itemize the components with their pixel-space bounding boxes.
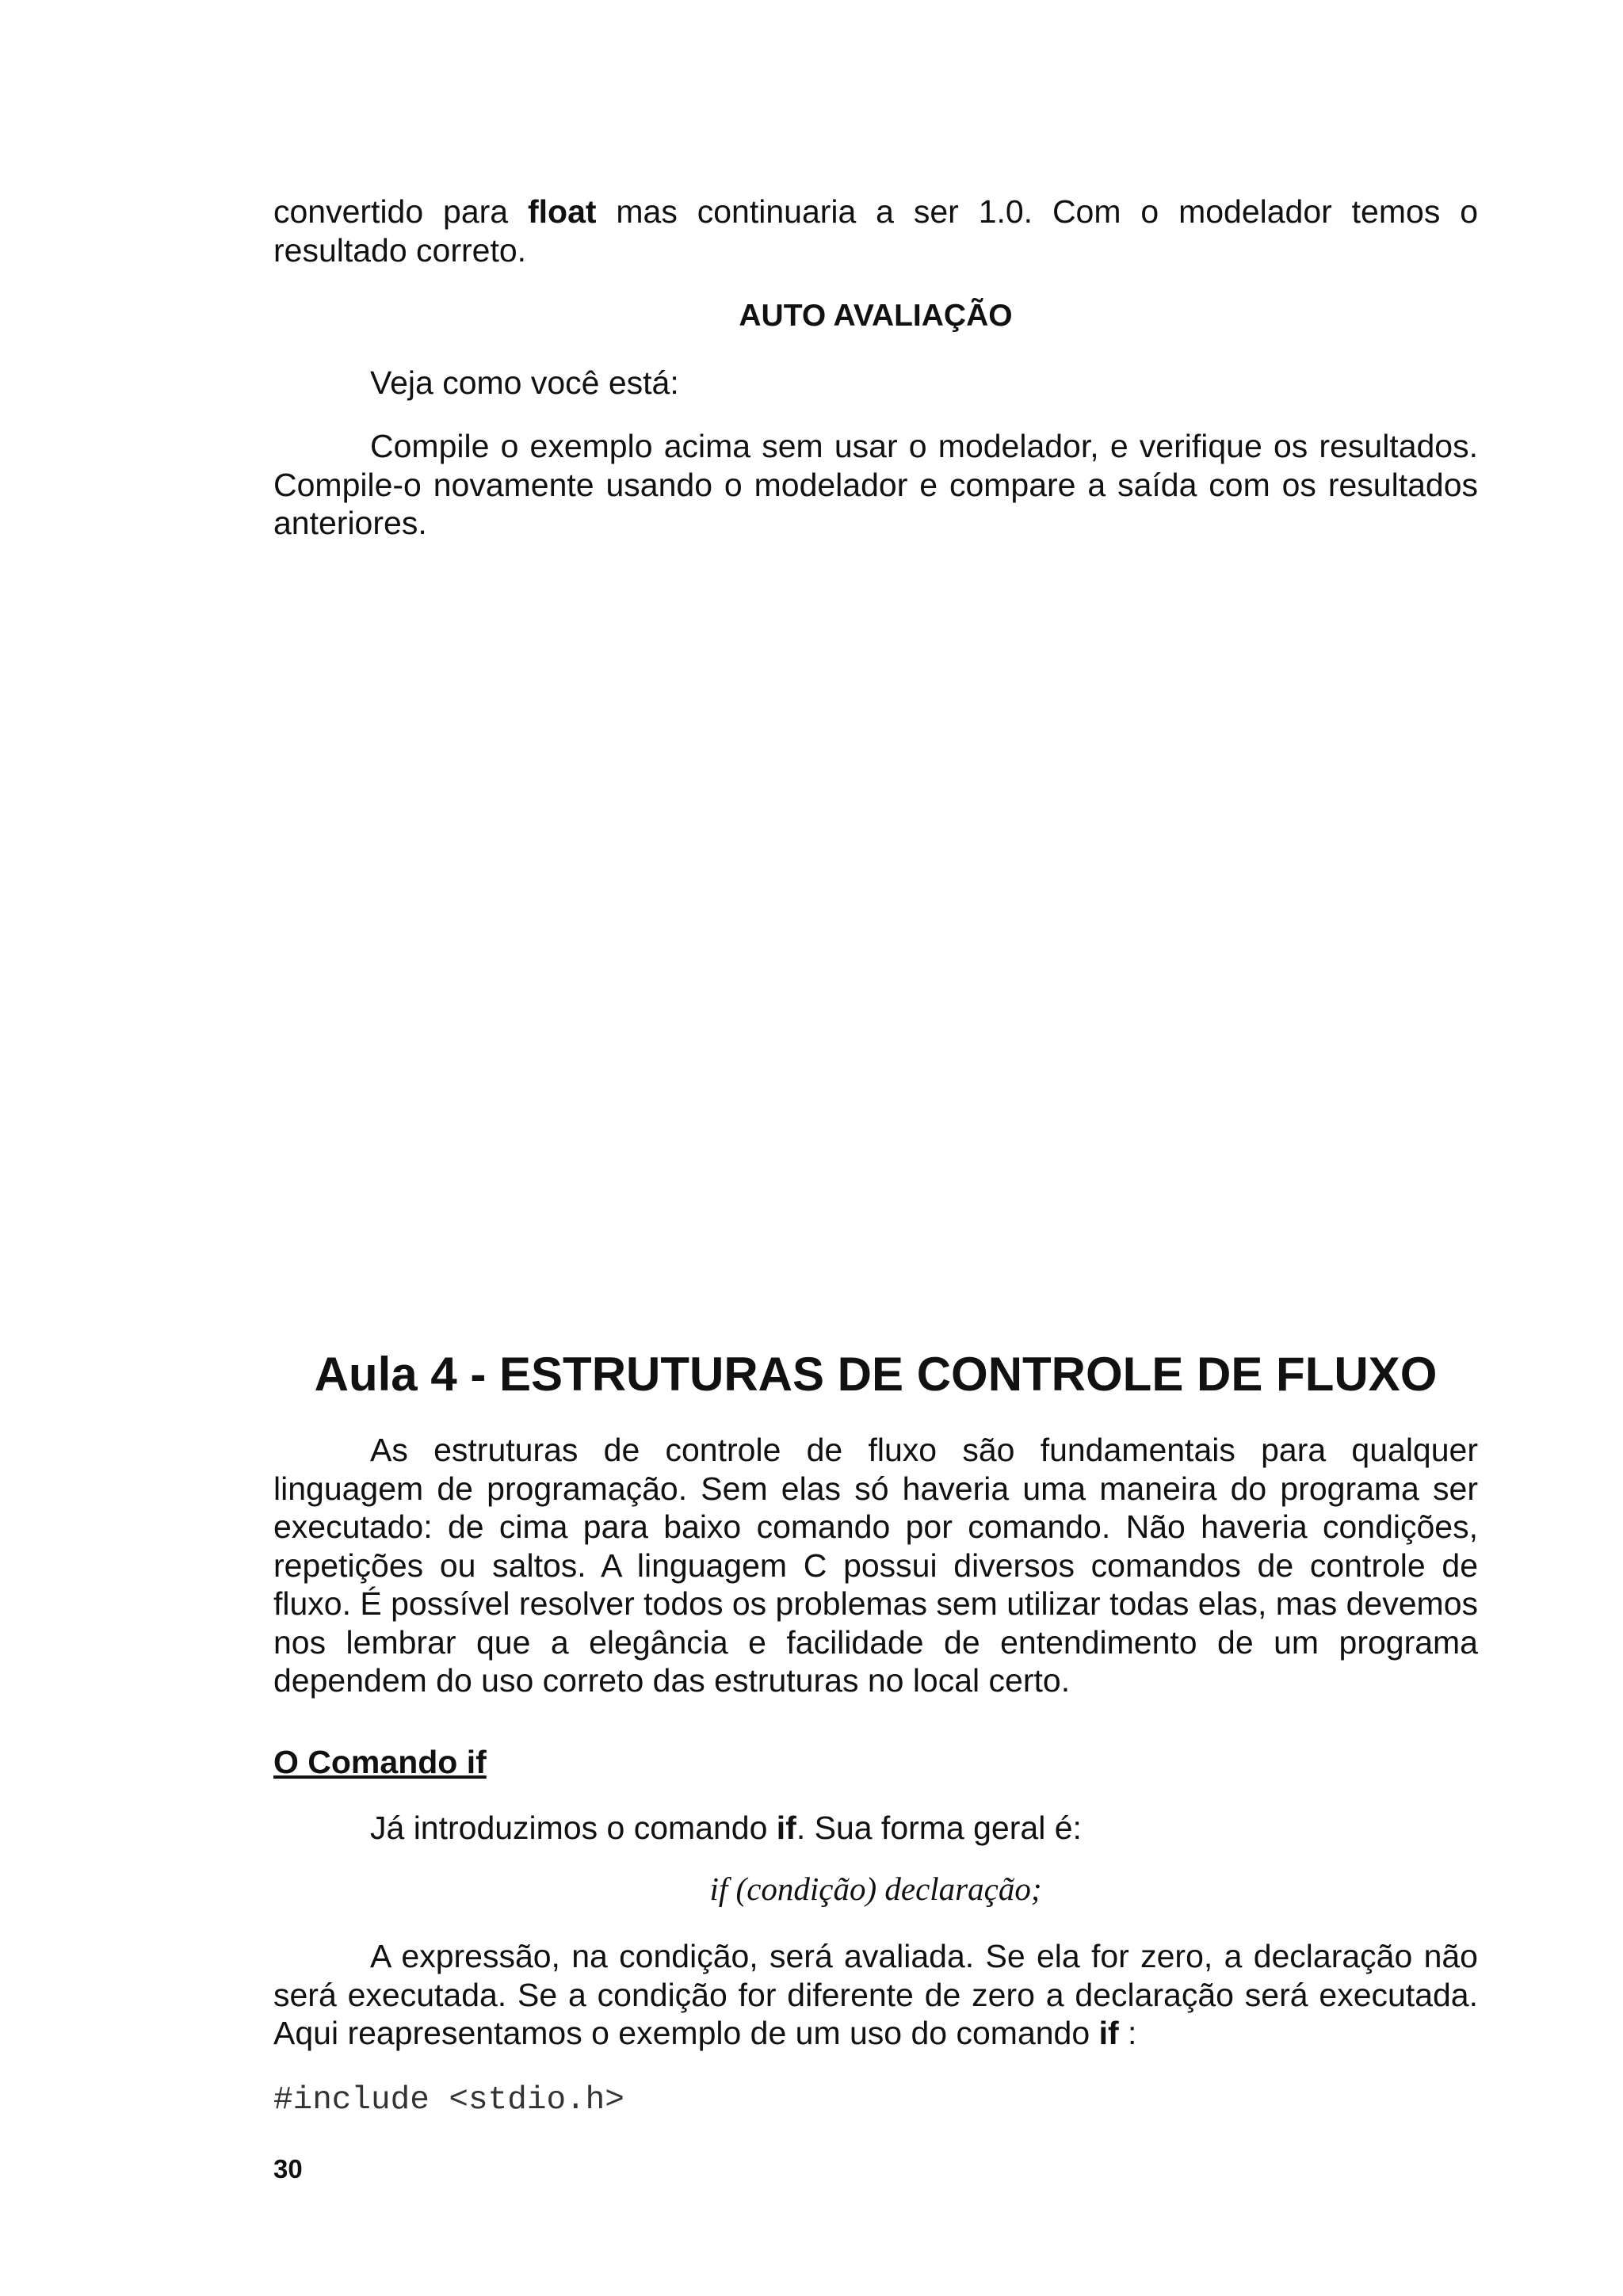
chapter-title: Aula 4 - ESTRUTURAS DE CONTROLE DE FLUXO — [314, 1348, 1438, 1401]
chapter-intro-paragraph: As estruturas de controle de fluxo são fundamentais para qualquer linguagem de programação. Sem elas só haveria uma maneira do programa ser executado: de cima para baixo comando por comando. Não haveria condições, repetições ou saltos. A linguagem C possui diversos comandos de controle de fluxo. É possível resolver todos os problemas sem utilizar todas elas, mas devemos nos lembrar que a elegância e facilidade de entendimento de um programa dependem do uso correto das estruturas no local certo. — [273, 1432, 1478, 1699]
if-keyword-2: if — [1098, 2015, 1119, 2051]
if-keyword: if — [776, 1810, 796, 1846]
expression-text: A expressão, na condição, será avaliada. Se ela for zero, a declaração não será executada. Se a condição for diferente de zero a declaração será executada. Aqui reapresentamos o exemplo de um uso do comando — [273, 1938, 1478, 2051]
compile-instructions: Compile o exemplo acima sem usar o modelador, e verifique os resultados. Compile-o novamente usando o modelador e compare a saída com os resultados anteriores. — [273, 428, 1478, 541]
if-intro-paragraph — [273, 1809, 1478, 1848]
section-heading-if — [273, 1743, 1478, 1781]
auto-avaliacao-title: AUTO AVALIAÇÃO — [739, 299, 1013, 333]
if-intro-pre: Já introduzimos o comando — [370, 1810, 777, 1846]
page-number: 30 — [273, 2154, 303, 2183]
expression-paragraph — [273, 1937, 1478, 2053]
continuation-paragraph — [273, 193, 1478, 269]
expression-post: : — [1118, 2015, 1137, 2051]
continuation-text-post: mas continuaria a ser 1.0. Com o modelador temos o resultado correto. — [273, 193, 1478, 269]
continuation-text-pre: convertido para — [273, 193, 528, 230]
float-keyword: float — [527, 193, 597, 230]
section-heading-text: O Comando if — [273, 1744, 487, 1780]
if-intro-post: . Sua forma geral é: — [796, 1810, 1082, 1846]
if-syntax: if (condição) declaração; — [709, 1871, 1042, 1907]
code-include-line: #include <stdio.h> — [273, 2082, 624, 2119]
veja-text: Veja como você está: — [370, 364, 679, 401]
